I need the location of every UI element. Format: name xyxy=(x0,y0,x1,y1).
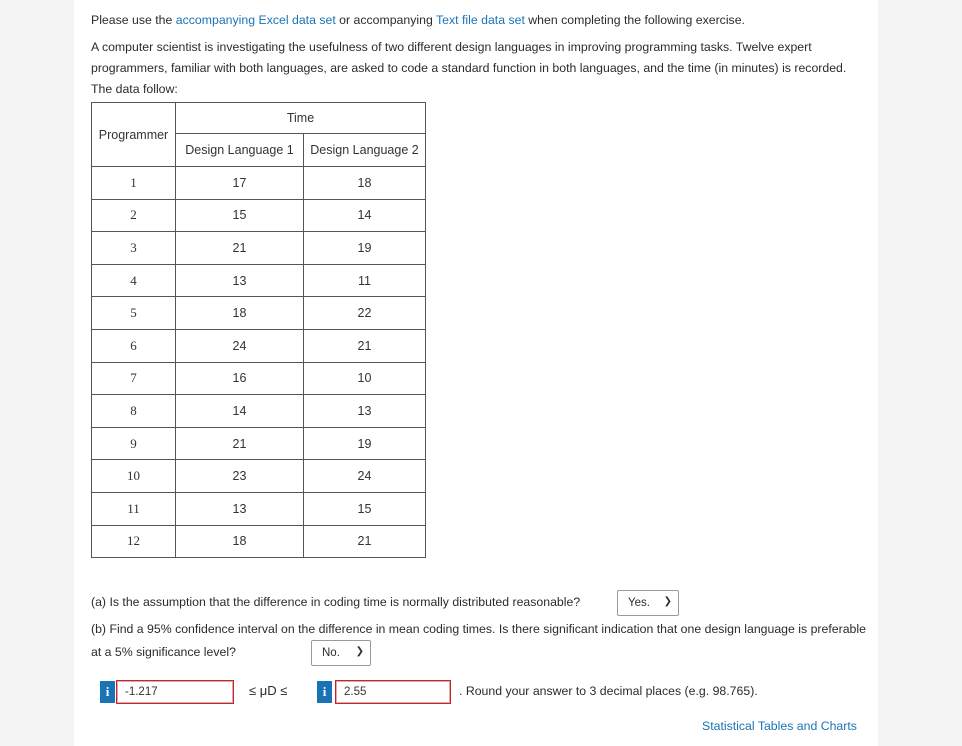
language-1-cell: 13 xyxy=(176,264,304,297)
chevron-down-icon: ❯ xyxy=(355,646,364,657)
question-b xyxy=(91,618,866,664)
language-2-cell: 19 xyxy=(304,232,426,265)
table-row xyxy=(92,362,426,395)
programmer-cell: 7 xyxy=(92,362,176,395)
language-1-cell: 16 xyxy=(176,362,304,395)
table-row xyxy=(92,395,426,428)
language-1-cell: 21 xyxy=(176,232,304,265)
header-design-language-2: Design Language 2 xyxy=(304,134,426,167)
table-row xyxy=(92,199,426,232)
question-a-text: (a) Is the assumption that the difference in coding time is normally distributed reasonable? xyxy=(91,595,581,609)
language-2-cell: 19 xyxy=(304,427,426,460)
language-2-cell: 24 xyxy=(304,460,426,493)
table-row xyxy=(92,460,426,493)
excel-data-link[interactable]: accompanying Excel data set xyxy=(175,13,336,27)
header-programmer: Programmer xyxy=(92,103,176,167)
language-2-cell: 22 xyxy=(304,297,426,330)
upper-bound-input[interactable] xyxy=(335,680,451,704)
programmer-cell: 8 xyxy=(92,395,176,428)
language-2-cell: 11 xyxy=(304,264,426,297)
programmer-cell: 10 xyxy=(92,460,176,493)
programmer-cell: 9 xyxy=(92,427,176,460)
chevron-down-icon: ❯ xyxy=(663,596,672,607)
language-1-cell: 15 xyxy=(176,199,304,232)
table-row xyxy=(92,525,426,558)
programmer-cell: 1 xyxy=(92,167,176,200)
answer-a-select[interactable] xyxy=(617,590,679,616)
problem-text: A computer scientist is investigating the usefulness of two different design languages in improving programming tasks. Twelve expert programmers, familiar with both languages, are asked to code a standard function in both languages, and the time (in minutes) is recorded. The data follow: xyxy=(91,40,847,96)
info-icon[interactable]: i xyxy=(317,681,332,703)
answer-a-value: Yes. xyxy=(628,597,650,609)
programmer-cell: 12 xyxy=(92,525,176,558)
table-row xyxy=(92,232,426,265)
table-row xyxy=(92,297,426,330)
language-2-cell: 14 xyxy=(304,199,426,232)
programmer-cell: 4 xyxy=(92,264,176,297)
text-file-data-link[interactable]: Text file data set xyxy=(436,13,525,27)
intro-middle: or accompanying xyxy=(335,13,436,27)
question-panel xyxy=(74,0,878,746)
language-1-cell: 17 xyxy=(176,167,304,200)
table-row xyxy=(92,264,426,297)
language-1-cell: 24 xyxy=(176,329,304,362)
table-row xyxy=(92,427,426,460)
table-row xyxy=(92,329,426,362)
header-time: Time xyxy=(176,103,426,134)
language-2-cell: 15 xyxy=(304,492,426,525)
info-icon[interactable]: i xyxy=(100,681,115,703)
language-1-cell: 14 xyxy=(176,395,304,428)
answer-b-select[interactable] xyxy=(311,640,371,666)
language-1-cell: 21 xyxy=(176,427,304,460)
intro-prefix: Please use the xyxy=(91,13,176,27)
language-2-cell: 21 xyxy=(304,329,426,362)
programmer-cell: 2 xyxy=(92,199,176,232)
language-1-cell: 13 xyxy=(176,492,304,525)
question-b-text: (b) Find a 95% confidence interval on the difference in mean coding times. Is there significant indication that one design language is preferable at a 5% significance level? xyxy=(91,622,866,659)
lower-bound-input[interactable] xyxy=(116,680,234,704)
rounding-hint: . Round your answer to 3 decimal places (e.g. 98.765). xyxy=(459,684,758,698)
programmer-cell: 3 xyxy=(92,232,176,265)
language-2-cell: 10 xyxy=(304,362,426,395)
intro-text xyxy=(91,10,866,30)
language-1-cell: 23 xyxy=(176,460,304,493)
programmer-cell: 5 xyxy=(92,297,176,330)
language-1-cell: 18 xyxy=(176,297,304,330)
question-a xyxy=(91,592,866,612)
language-2-cell: 21 xyxy=(304,525,426,558)
table-row xyxy=(92,167,426,200)
language-2-cell: 18 xyxy=(304,167,426,200)
language-2-cell: 13 xyxy=(304,395,426,428)
programmer-cell: 6 xyxy=(92,329,176,362)
mu-d-inequality: ≤ μD ≤ xyxy=(249,683,288,698)
language-1-cell: 18 xyxy=(176,525,304,558)
statistical-tables-link[interactable]: Statistical Tables and Charts xyxy=(702,719,857,733)
programmer-cell: 11 xyxy=(92,492,176,525)
header-design-language-1: Design Language 1 xyxy=(176,134,304,167)
table-row xyxy=(92,492,426,525)
answer-b-value: No. xyxy=(322,647,340,659)
data-table xyxy=(91,102,426,558)
intro-suffix: when completing the following exercise. xyxy=(524,13,745,27)
